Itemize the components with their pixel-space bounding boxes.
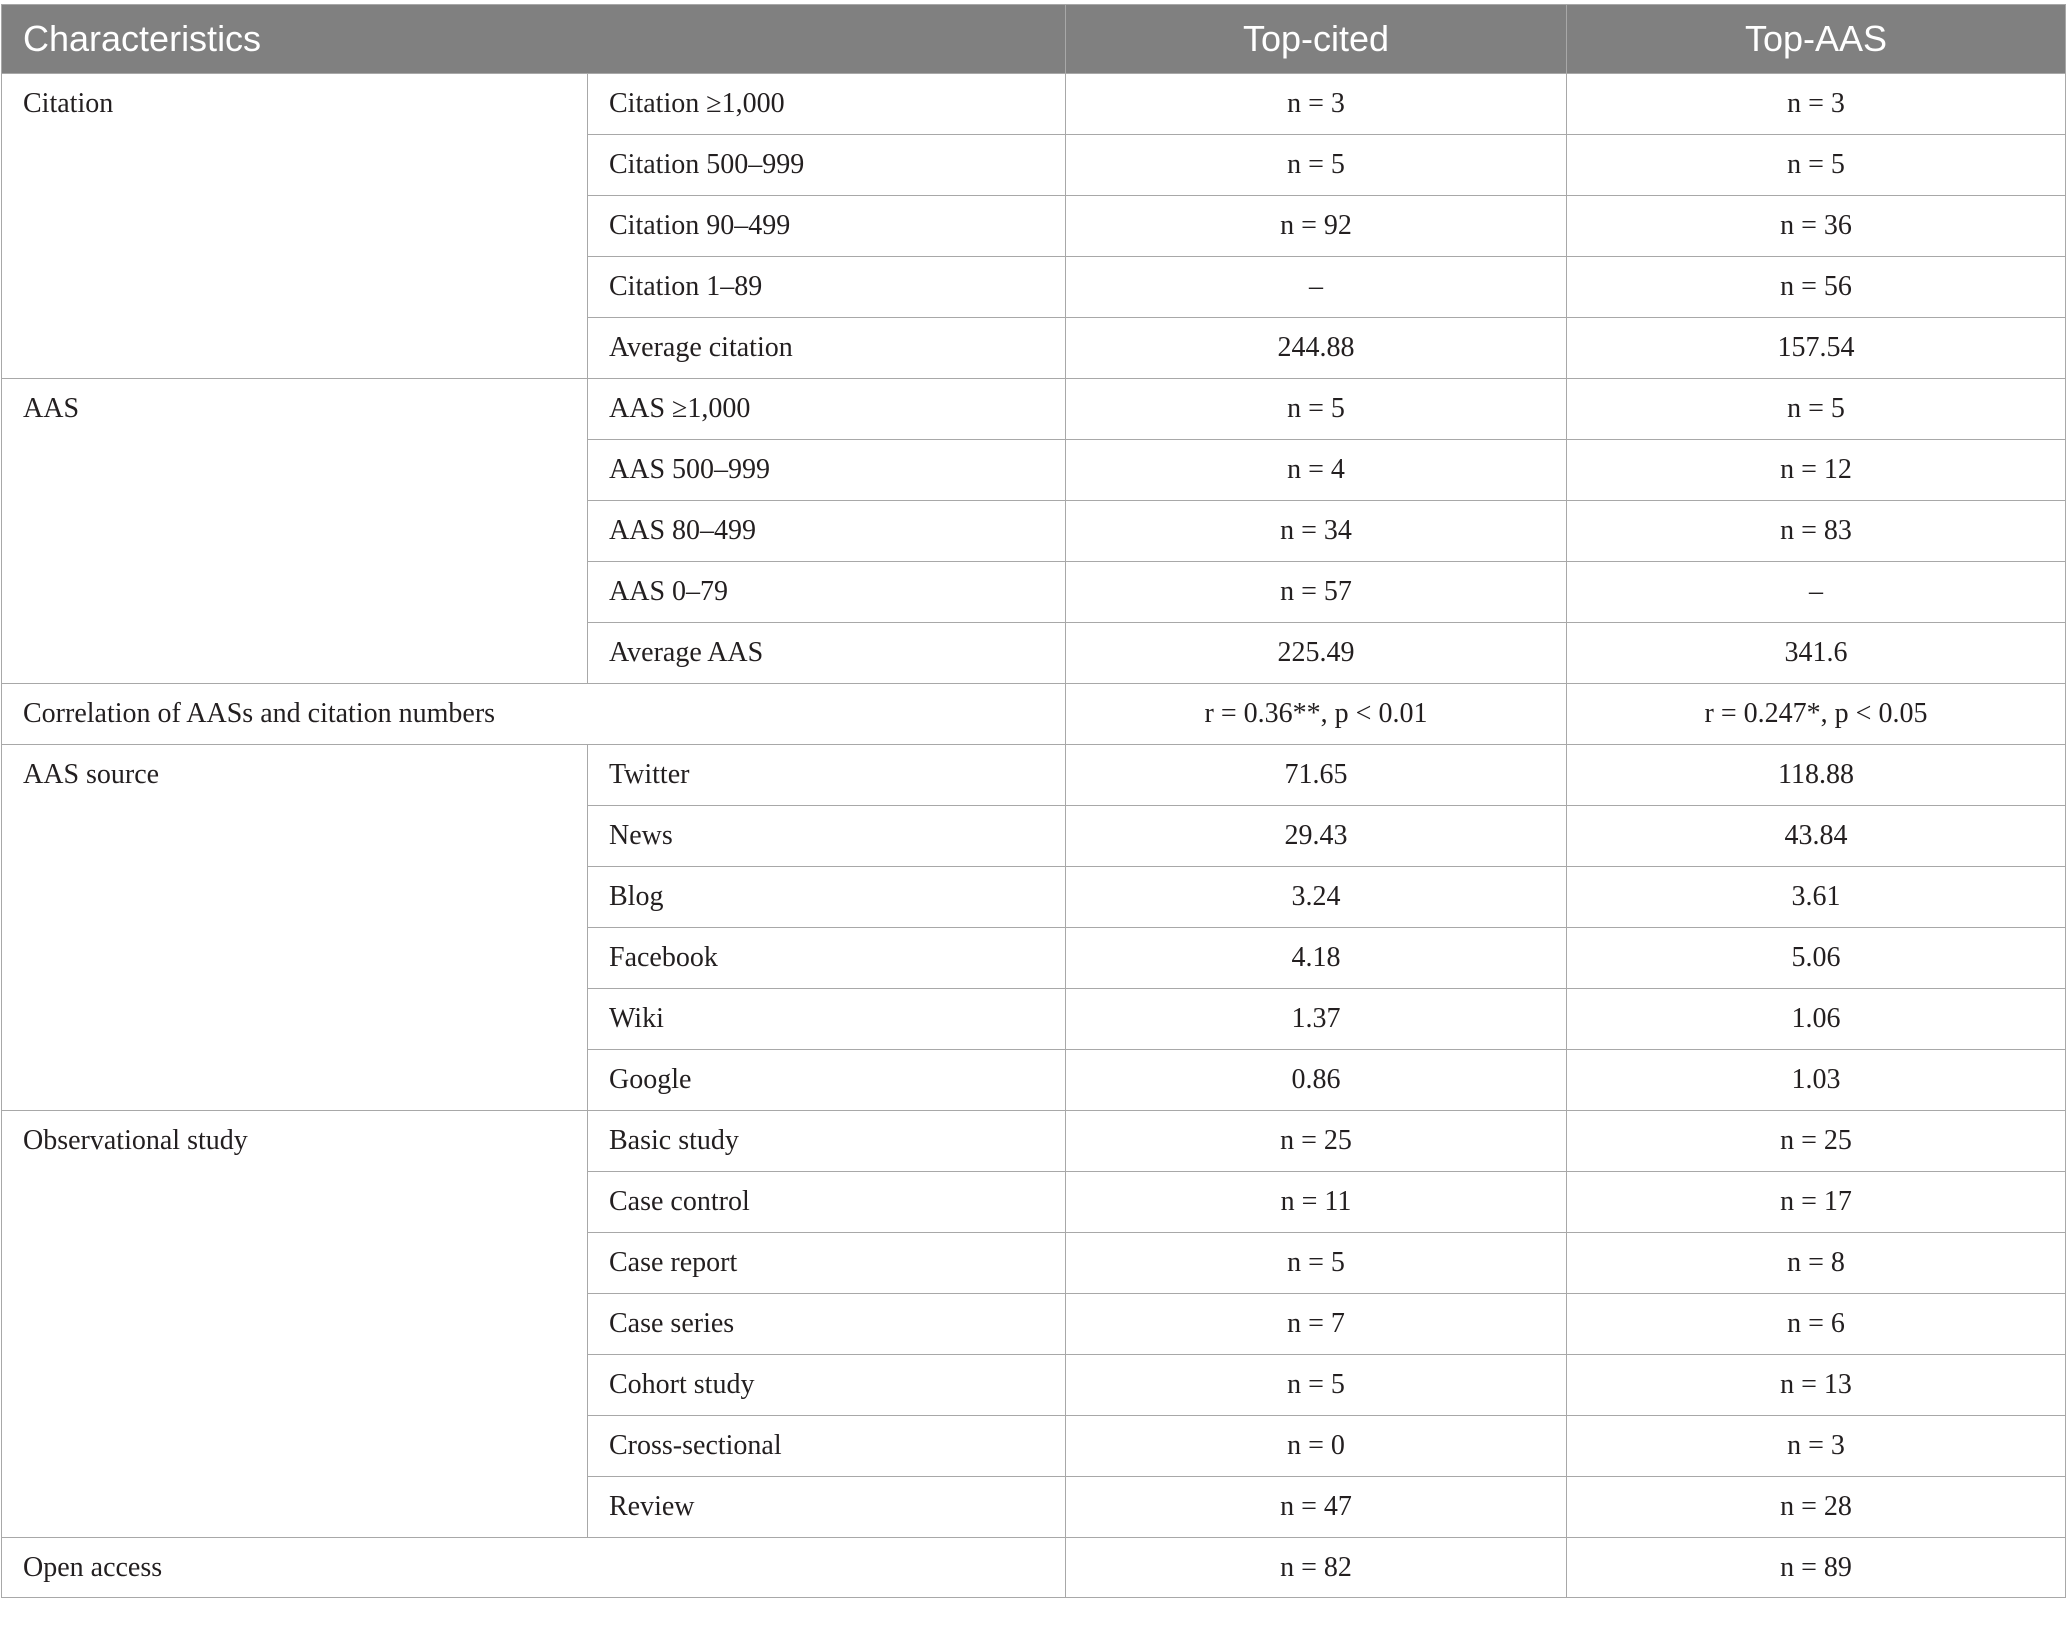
top-cited-value: n = 34 [1066,501,1567,562]
group-citation: Citation [2,74,588,379]
table-row [2,379,2066,440]
top-cited-value: n = 3 [1066,74,1567,135]
table-row [2,74,2066,135]
top-cited-value: n = 25 [1066,1111,1567,1172]
top-cited-value: n = 5 [1066,379,1567,440]
top-cited-value: n = 0 [1066,1416,1567,1477]
row-label: Google [588,1050,1066,1111]
top-cited-value: n = 4 [1066,440,1567,501]
row-label: AAS 500–999 [588,440,1066,501]
row-label: AAS ≥1,000 [588,379,1066,440]
top-aas-value: n = 5 [1567,135,2066,196]
group-open-access: Open access [2,1538,1066,1598]
top-cited-value: n = 5 [1066,1355,1567,1416]
top-cited-value: – [1066,257,1567,318]
row-label: Average citation [588,318,1066,379]
top-aas-value: n = 89 [1567,1538,2066,1598]
table-row [2,684,2066,745]
top-aas-value: n = 13 [1567,1355,2066,1416]
top-cited-value: 4.18 [1066,928,1567,989]
top-aas-value: n = 3 [1567,1416,2066,1477]
row-label: Case series [588,1294,1066,1355]
top-cited-value: n = 57 [1066,562,1567,623]
row-label: Citation 500–999 [588,135,1066,196]
top-aas-value: n = 17 [1567,1172,2066,1233]
row-label: Citation 1–89 [588,257,1066,318]
top-aas-value: n = 83 [1567,501,2066,562]
top-cited-value: 1.37 [1066,989,1567,1050]
top-aas-value: r = 0.247*, p < 0.05 [1567,684,2066,745]
header-row [2,5,2066,74]
row-label: Twitter [588,745,1066,806]
top-aas-value: n = 12 [1567,440,2066,501]
top-cited-value: n = 5 [1066,1233,1567,1294]
top-cited-value: 3.24 [1066,867,1567,928]
row-label: Wiki [588,989,1066,1050]
row-label: News [588,806,1066,867]
row-label: Case report [588,1233,1066,1294]
header-top-cited: Top-cited [1066,5,1567,74]
group-aas-source: AAS source [2,745,588,1111]
row-label: Facebook [588,928,1066,989]
row-label: Basic study [588,1111,1066,1172]
row-label: Citation ≥1,000 [588,74,1066,135]
row-label: AAS 80–499 [588,501,1066,562]
top-aas-value: n = 36 [1567,196,2066,257]
row-label: Citation 90–499 [588,196,1066,257]
top-aas-value: 1.06 [1567,989,2066,1050]
row-label: Blog [588,867,1066,928]
top-cited-value: n = 47 [1066,1477,1567,1538]
top-aas-value: 3.61 [1567,867,2066,928]
row-label: Average AAS [588,623,1066,684]
top-aas-value: n = 25 [1567,1111,2066,1172]
top-cited-value: 244.88 [1066,318,1567,379]
top-cited-value: r = 0.36**, p < 0.01 [1066,684,1567,745]
group-aas: AAS [2,379,588,684]
top-cited-value: 0.86 [1066,1050,1567,1111]
top-aas-value: n = 3 [1567,74,2066,135]
top-cited-value: 71.65 [1066,745,1567,806]
top-aas-value: 1.03 [1567,1050,2066,1111]
group-correlation: Correlation of AASs and citation numbers [2,684,1066,745]
top-cited-value: n = 7 [1066,1294,1567,1355]
top-cited-value: 225.49 [1066,623,1567,684]
top-aas-value: 118.88 [1567,745,2066,806]
top-cited-value: 29.43 [1066,806,1567,867]
table-row [2,745,2066,806]
top-aas-value: n = 6 [1567,1294,2066,1355]
top-aas-value: n = 28 [1567,1477,2066,1538]
top-aas-value: 341.6 [1567,623,2066,684]
top-cited-value: n = 5 [1066,135,1567,196]
row-label: Review [588,1477,1066,1538]
top-cited-value: n = 92 [1066,196,1567,257]
row-label: Cross-sectional [588,1416,1066,1477]
top-aas-value: 5.06 [1567,928,2066,989]
group-observational-study: Observational study [2,1111,588,1538]
top-aas-value: 157.54 [1567,318,2066,379]
row-label: Case control [588,1172,1066,1233]
table-row [2,1111,2066,1172]
top-aas-value: n = 5 [1567,379,2066,440]
header-characteristics: Characteristics [2,5,1066,74]
top-aas-value: 43.84 [1567,806,2066,867]
top-aas-value: n = 56 [1567,257,2066,318]
row-label: Cohort study [588,1355,1066,1416]
row-label: AAS 0–79 [588,562,1066,623]
top-aas-value: n = 8 [1567,1233,2066,1294]
table-row [2,1538,2066,1598]
top-cited-value: n = 11 [1066,1172,1567,1233]
top-cited-value: n = 82 [1066,1538,1567,1598]
header-top-aas: Top-AAS [1567,5,2066,74]
characteristics-table [1,4,2066,1598]
top-aas-value: – [1567,562,2066,623]
